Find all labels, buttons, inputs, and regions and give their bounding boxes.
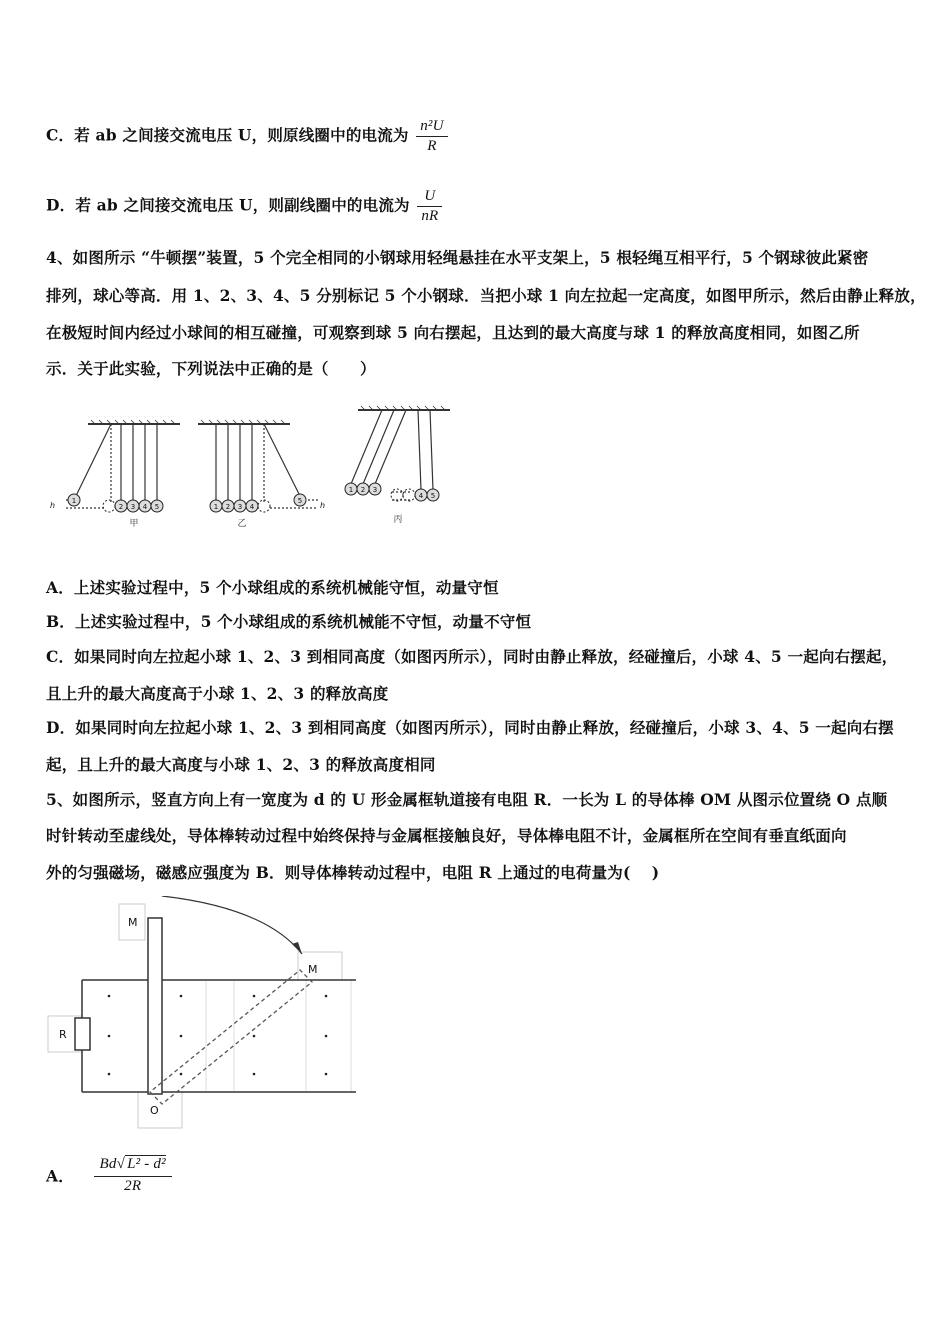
ball-ghost-1-bing <box>391 489 403 501</box>
q4-option-d-line-1: D．如果同时向左拉起小球 1、2、3 到相同高度（如图丙所示），同时由静止释放，经碰撞后，小球 3、4、5 一起向右摆 <box>46 718 894 737</box>
q3-option-c-text: C．若 ab 之间接交流电压 U，则原线圈中的电流为 <box>46 125 409 145</box>
q5-option-a-denominator: 2R <box>124 1178 142 1194</box>
ball-label-4-bing: 4 <box>418 492 424 500</box>
label-O: O <box>150 1104 159 1117</box>
rotating-rod-figure <box>46 896 366 1136</box>
label-jia: 甲 <box>129 519 139 529</box>
q5-stem-line-2: 时针转动至虚线处，导体棒转动过程中始终保持与金属框接触良好，导体棒电阻不计，金属框所在空间有垂直纸面向 <box>46 826 847 845</box>
q3-option-c-denominator: R <box>427 138 437 154</box>
ball-label-4-yi: 4 <box>249 503 255 511</box>
q5-option-a <box>46 1156 172 1195</box>
q4-option-c-line-2: 且上升的最大高度高于小球 1、2、3 的释放高度 <box>46 684 389 703</box>
q3-option-d-numerator: U <box>417 188 442 207</box>
label-R: R <box>59 1028 67 1041</box>
rod-OM <box>148 918 162 1094</box>
q5-option-a-fraction <box>94 1156 172 1195</box>
q3-option-c-fraction <box>416 118 447 155</box>
q3-option-d <box>46 188 442 225</box>
q5-stem-line-3: 外的匀强磁场，磁感应强度为 B．则导体棒转动过程中，电阻 R 上通过的电荷量为( ) <box>46 863 660 882</box>
q5-option-a-prefix: A． <box>46 1166 74 1186</box>
q3-option-c-numerator: n²U <box>416 118 447 137</box>
height-label-jia: h <box>50 501 56 510</box>
ball-label-3-jia: 3 <box>130 503 136 511</box>
q3-option-d-text: D．若 ab 之间接交流电压 U，则副线圈中的电流为 <box>46 195 410 215</box>
rod-rotated-dashed <box>150 970 312 1104</box>
ball-label-2-jia: 2 <box>118 503 124 511</box>
q4-option-c-line-1: C．如果同时向左拉起小球 1、2、3 到相同高度（如图丙所示），同时由静止释放，经碰撞后，小球 4、5 一起向右摆起， <box>46 647 898 666</box>
ball-label-3-bing: 3 <box>372 486 378 494</box>
q5-option-a-numerator <box>94 1156 172 1177</box>
q4-stem-line-2: 排列，球心等高．用 1、2、3、4、5 分别标记 5 个小钢球．当把小球 1 向左拉起一定高度，如图甲所示，然后由静止释放， <box>46 286 926 305</box>
q4-option-a: A．上述实验过程中，5 个小球组成的系统机械能守恒，动量守恒 <box>46 578 499 597</box>
ball-label-5-jia: 5 <box>154 503 160 511</box>
newton-cradle-figure <box>46 400 456 530</box>
q5-option-a-num-root: L² - d² <box>127 1156 166 1172</box>
sqrt-icon: √ <box>116 1156 126 1172</box>
label-yi: 乙 <box>237 519 247 529</box>
q4-stem-line-3: 在极短时间内经过小球间的相互碰撞，可观察到球 5 向右摆起，且达到的最大高度与球 1 的释放高度相同，如图乙所 <box>46 323 860 342</box>
ball-label-1-jia: 1 <box>71 497 77 505</box>
q3-option-c <box>46 118 448 155</box>
q4-stem-line-1: 4、如图所示 “牛顿摆”装置，5 个完全相同的小钢球用轻绳悬挂在水平支架上，5 根轻绳互相平行，5 个钢球彼此紧密 <box>46 248 869 267</box>
q4-option-d-line-2: 起，且上升的最大高度与小球 1、2、3 的释放高度相同 <box>46 755 436 774</box>
ball-ghost-2-bing <box>403 489 415 501</box>
q4-option-b: B．上述实验过程中，5 个小球组成的系统机械能不守恒，动量不守恒 <box>46 612 532 631</box>
q4-stem-line-4: 示．关于此实验，下列说法中正确的是（ ） <box>46 359 376 378</box>
ball-label-4-jia: 4 <box>142 503 148 511</box>
ball-label-1-yi: 1 <box>213 503 219 511</box>
label-M-rotated: M <box>308 963 318 976</box>
ball-label-2-yi: 2 <box>225 503 231 511</box>
ball-label-1-bing: 1 <box>348 486 354 494</box>
ball-ghost-jia <box>103 500 115 512</box>
ball-label-2-bing: 2 <box>360 486 366 494</box>
label-bing: 丙 <box>393 515 403 525</box>
ball-label-5-bing: 5 <box>430 492 436 500</box>
ball-label-5-yi: 5 <box>297 497 303 505</box>
label-M-top: M <box>128 916 138 929</box>
q3-option-d-fraction <box>417 188 442 225</box>
resistor-R <box>75 1018 90 1050</box>
ball-label-3-yi: 3 <box>237 503 243 511</box>
height-label-yi: h <box>320 501 326 510</box>
q5-option-a-num-bd: Bd <box>99 1156 117 1172</box>
q3-option-d-denominator: nR <box>421 208 439 224</box>
q5-stem-line-1: 5、如图所示，竖直方向上有一宽度为 d 的 U 形金属框轨道接有电阻 R．一长为 L 的导体棒 OM 从图示位置绕 O 点顺 <box>46 790 888 809</box>
